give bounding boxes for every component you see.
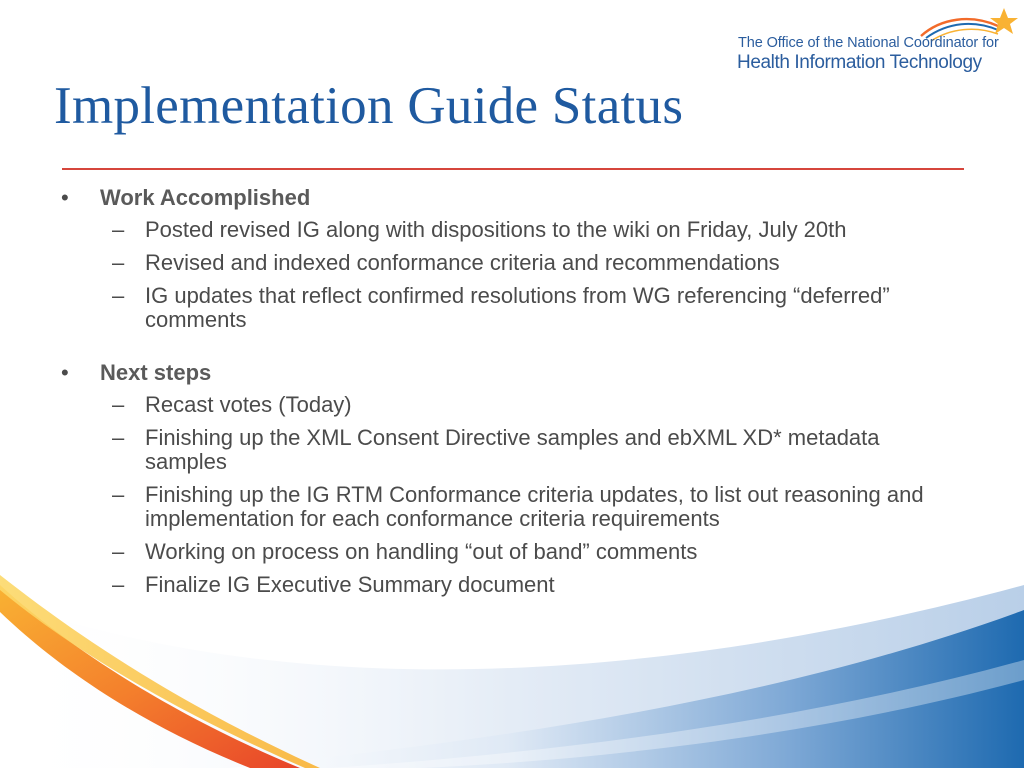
list-item — [56, 540, 956, 564]
list-item — [56, 251, 956, 275]
list-item-text: Revised and indexed conformance criteria and recommendations — [145, 250, 780, 275]
sub-bullet-marker: – — [112, 572, 125, 597]
list-item-text: Finalize IG Executive Summary document — [145, 572, 555, 597]
slide-title: Implementation Guide Status — [54, 77, 684, 135]
bullet-marker: • — [61, 360, 69, 385]
sub-bullet-marker: – — [112, 283, 125, 308]
list-item-text: Recast votes (Today) — [145, 392, 352, 417]
sub-bullet-marker: – — [112, 539, 125, 564]
section-next-steps — [56, 360, 956, 597]
logo-line-1: The Office of the National Coordinator for — [738, 35, 999, 51]
sub-bullet-marker: – — [112, 482, 125, 507]
onc-logo — [736, 8, 1018, 74]
list-item-text: Working on process on handling “out of band” comments — [145, 539, 698, 564]
list-item-text: Posted revised IG along with dispositions to the wiki on Friday, July 20th — [145, 217, 847, 242]
list-item — [56, 573, 956, 597]
list-item — [56, 393, 956, 417]
list-item — [56, 483, 956, 531]
list-item-text: Finishing up the XML Consent Directive samples and ebXML XD* metadata samples — [145, 425, 880, 474]
section-work-accomplished — [56, 185, 956, 332]
sub-bullet-marker: – — [112, 392, 125, 417]
section-heading: Next steps — [100, 360, 212, 385]
list-item — [56, 284, 956, 332]
list-item-text: Finishing up the IG RTM Conformance criteria updates, to list out reasoning and implementation for each conformance criteria requirements — [145, 482, 924, 531]
bullet-heading — [56, 360, 956, 386]
sub-bullet-marker: – — [112, 250, 125, 275]
slide-content — [56, 185, 956, 625]
sub-bullet-marker: – — [112, 425, 125, 450]
logo-line-2: Health Information Technology — [737, 52, 982, 73]
bullet-heading — [56, 185, 956, 211]
list-item — [56, 426, 956, 474]
sub-list — [56, 393, 956, 597]
section-heading: Work Accomplished — [100, 185, 311, 210]
list-item — [56, 218, 956, 242]
sub-bullet-marker: – — [112, 217, 125, 242]
bullet-marker: • — [61, 185, 69, 210]
title-divider — [62, 168, 964, 170]
sub-list — [56, 218, 956, 332]
list-item-text: IG updates that reflect confirmed resolutions from WG referencing “deferred” comments — [145, 283, 890, 332]
